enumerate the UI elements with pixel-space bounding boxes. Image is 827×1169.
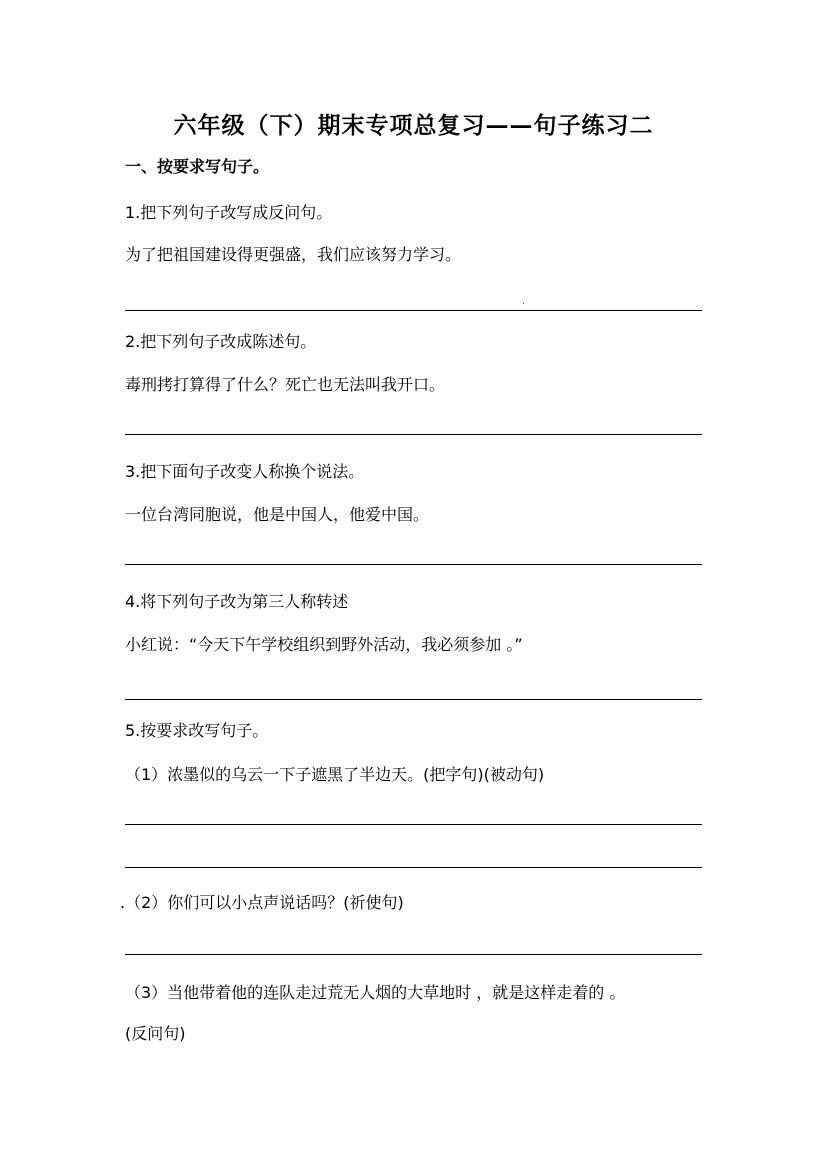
answer-line-5-2[interactable]	[125, 954, 702, 955]
question-5-sub-2: .（2）你们可以小点声说话吗？(祈使句)	[120, 893, 404, 912]
question-3-prompt: 3.把下面句子改变人称换个说法。	[125, 462, 365, 481]
question-5-sub-3-continuation: (反问句)	[125, 1024, 186, 1043]
question-3-sentence: 一位台湾同胞说，他是中国人，他爱中国。	[125, 505, 430, 524]
question-2-prompt: 2.把下列句子改成陈述句。	[125, 332, 317, 351]
answer-line-1[interactable]	[125, 310, 702, 311]
answer-line-3[interactable]	[125, 564, 702, 565]
question-2-sentence: 毒刑拷打算得了什么？死亡也无法叫我开口。	[125, 375, 446, 394]
page-title: 六年级（下）期末专项总复习——句子练习二	[173, 112, 654, 139]
answer-line-5-1b[interactable]	[125, 867, 702, 868]
answer-line-5-1a[interactable]	[125, 824, 702, 825]
stray-dot: .	[522, 296, 526, 307]
question-5-sub-1: （1）浓墨似的乌云一下子遮黑了半边天。(把字句)(被动句)	[125, 765, 545, 784]
answer-line-2[interactable]	[125, 434, 702, 435]
question-4-prompt: 4.将下列句子改为第三人称转述	[125, 592, 349, 611]
question-5-sub-3: （3）当他带着他的连队走过荒无人烟的大草地时 ，就是这样走着的 。	[125, 983, 626, 1002]
question-1-sentence: 为了把祖国建设得更强盛，我们应该努力学习。	[125, 245, 462, 264]
question-4-sentence: 小红说：“今天下午学校组织到野外活动，我必须参加 。”	[125, 635, 523, 654]
question-5-prompt: 5.按要求改写句子。	[125, 721, 269, 740]
question-1-prompt: 1.把下列句子改写成反问句。	[125, 203, 333, 222]
section-heading: 一、按要求写句子。	[125, 157, 270, 176]
answer-line-4[interactable]	[125, 699, 702, 700]
